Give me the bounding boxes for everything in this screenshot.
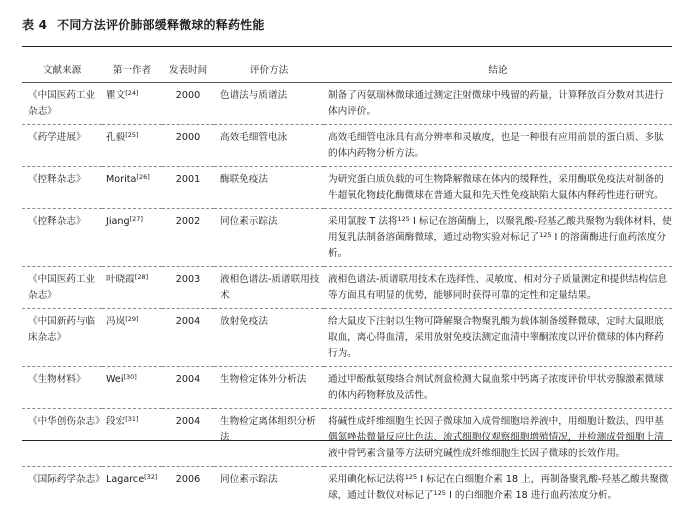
conclusion-text: I 标记在白细胞介素 18 上，再制备聚乳酸-羟基乙酸共聚微球，通过计数仪对标记了 xyxy=(328,474,669,501)
cell-source: 《国际药学杂志》 xyxy=(22,467,102,508)
cell-author xyxy=(102,467,162,508)
author-name: 段宏 xyxy=(106,416,125,427)
cell-year: 2001 xyxy=(162,167,214,209)
cell-source: 《控释杂志》 xyxy=(22,209,102,267)
cell-source: 《控释杂志》 xyxy=(22,167,102,209)
conclusion-text: I 的溶菌酶进行血药浓度分析。 xyxy=(328,232,666,259)
cell-conclusion: 制备了丙氨瑞林微球通过测定注射微球中残留的药量，计算释放百分数对其进行体内评价。 xyxy=(324,83,672,125)
table-caption xyxy=(22,16,265,33)
cell-author xyxy=(102,125,162,167)
reference-mark: [32] xyxy=(144,473,157,481)
table-row xyxy=(22,367,672,409)
reference-mark: [24] xyxy=(125,89,138,97)
isotope-mass: 125 xyxy=(434,489,446,497)
cell-conclusion: 液相色谱法-质谱联用技术在选择性、灵敏度、相对分子质量测定和提供结构信息等方面具有明显的优势，能够同时获得可靠的定性和定量结果。 xyxy=(324,267,672,309)
cell-year: 2000 xyxy=(162,125,214,167)
cell-author xyxy=(102,267,162,309)
table-row xyxy=(22,125,672,167)
conclusion-text: I 标记在溶菌酶上，以聚乳酸-羟基乙酸共聚物为载体材料，使用复乳法制备溶菌酶微球，通过动物实验对标记了 xyxy=(328,216,672,243)
cell-source: 《中国医药工业杂志》 xyxy=(22,83,102,125)
cell-year: 2002 xyxy=(162,209,214,267)
top-rule xyxy=(22,46,672,47)
table-row xyxy=(22,167,672,209)
reference-mark: [29] xyxy=(125,315,138,323)
cell-conclusion xyxy=(324,467,672,508)
table-row xyxy=(22,267,672,309)
bottom-rule xyxy=(22,440,672,441)
cell-year: 2004 xyxy=(162,309,214,367)
cell-year: 2000 xyxy=(162,83,214,125)
cell-method: 同位素示踪法 xyxy=(214,209,324,267)
conclusion-text: I 的白细胞介素 18 进行血药浓度分析。 xyxy=(446,490,617,501)
reference-mark: [26] xyxy=(136,173,149,181)
table-row xyxy=(22,209,672,267)
author-name: 冯岚 xyxy=(106,316,125,327)
table-row xyxy=(22,467,672,508)
cell-author xyxy=(102,83,162,125)
conclusion-text: 采用碘化标记法将 xyxy=(328,474,405,485)
cell-author xyxy=(102,309,162,367)
reference-mark: [27] xyxy=(130,215,143,223)
header-source: 文献来源 xyxy=(22,60,102,83)
cell-year: 2006 xyxy=(162,467,214,508)
cell-source: 《药学进展》 xyxy=(22,125,102,167)
reference-mark: [30] xyxy=(124,373,137,381)
cell-method: 酶联免疫法 xyxy=(214,167,324,209)
cell-conclusion: 高效毛细管电泳具有高分辨率和灵敏度，也是一种很有应用前景的蛋白质、多肽的体内药物分析方法。 xyxy=(324,125,672,167)
cell-method: 色谱法与质谱法 xyxy=(214,83,324,125)
header-method: 评价方法 xyxy=(214,60,324,83)
reference-mark: [31] xyxy=(125,415,138,423)
author-name: Jiang xyxy=(106,216,130,227)
reference-mark: [25] xyxy=(125,131,138,139)
table-row xyxy=(22,409,672,467)
cell-conclusion: 将碱性成纤维细胞生长因子微球加入成骨细胞培养液中，用细胞计数法、四甲基偶氮唑盐微量反应比色法、流式细胞仪观察细胞增殖情况，并检测成骨细胞上清液中骨钙素含量等方法研究碱性成纤维细胞生长因子微球的长效作用。 xyxy=(324,409,672,467)
header-author: 第一作者 xyxy=(102,60,162,83)
author-name: 叶晓霞 xyxy=(106,274,135,285)
cell-author xyxy=(102,367,162,409)
cell-source: 《生物材料》 xyxy=(22,367,102,409)
table-row xyxy=(22,83,672,125)
isotope-mass: 125 xyxy=(398,215,410,223)
cell-conclusion: 给大鼠皮下注射以生物可降解聚合物聚乳酸为载体制备缓释微球，定时大鼠眼底取血，离心得血清，采用放射免疫法测定血清中睾酮浓度以评价微球的体内释药行为。 xyxy=(324,309,672,367)
reference-mark: [28] xyxy=(135,273,148,281)
cell-method: 放射免疫法 xyxy=(214,309,324,367)
author-name: 瞿文 xyxy=(106,90,125,101)
cell-author xyxy=(102,167,162,209)
cell-method: 液相色谱法-质谱联用技术 xyxy=(214,267,324,309)
cell-conclusion xyxy=(324,209,672,267)
header-conclusion: 结论 xyxy=(324,60,672,83)
cell-source: 《中华创伤杂志》 xyxy=(22,409,102,467)
cell-method: 同位素示踪法 xyxy=(214,467,324,508)
cell-author xyxy=(102,409,162,467)
table-title: 不同方法评价肺部缓释微球的释药性能 xyxy=(57,18,264,32)
header-year: 发表时间 xyxy=(162,60,214,83)
author-name: Morita xyxy=(106,174,136,185)
cell-method: 生物检定体外分析法 xyxy=(214,367,324,409)
cell-author xyxy=(102,209,162,267)
cell-conclusion: 为研究蛋白质负载的可生物降解微球在体内的缓释性，采用酶联免疫法对制备的牛超氧化物歧化酶微球在普通大鼠和先天性免疫缺陷大鼠体内释药性进行研究。 xyxy=(324,167,672,209)
isotope-mass: 125 xyxy=(405,473,417,481)
author-name: 孔毅 xyxy=(106,132,125,143)
cell-year: 2003 xyxy=(162,267,214,309)
cell-method: 生物检定离体组织分析法 xyxy=(214,409,324,467)
cell-year: 2004 xyxy=(162,367,214,409)
cell-source: 《中国医药工业杂志》 xyxy=(22,267,102,309)
cell-source: 《中国新药与临床杂志》 xyxy=(22,309,102,367)
cell-year: 2004 xyxy=(162,409,214,467)
author-name: Lagarce xyxy=(106,474,144,485)
table-number: 表 4 xyxy=(22,18,47,32)
conclusion-text: 采用氯胺 T 法将 xyxy=(328,216,398,227)
table-header-row xyxy=(22,60,672,83)
isotope-mass: 125 xyxy=(539,231,551,239)
cell-conclusion: 通过甲酚酞氨羧络合剂试剂盒检测大鼠血浆中钙离子浓度评价甲状旁腺激素微球的体内药物释放及活性。 xyxy=(324,367,672,409)
table-row xyxy=(22,309,672,367)
author-name: Wei xyxy=(106,374,124,385)
cell-method: 高效毛细管电泳 xyxy=(214,125,324,167)
